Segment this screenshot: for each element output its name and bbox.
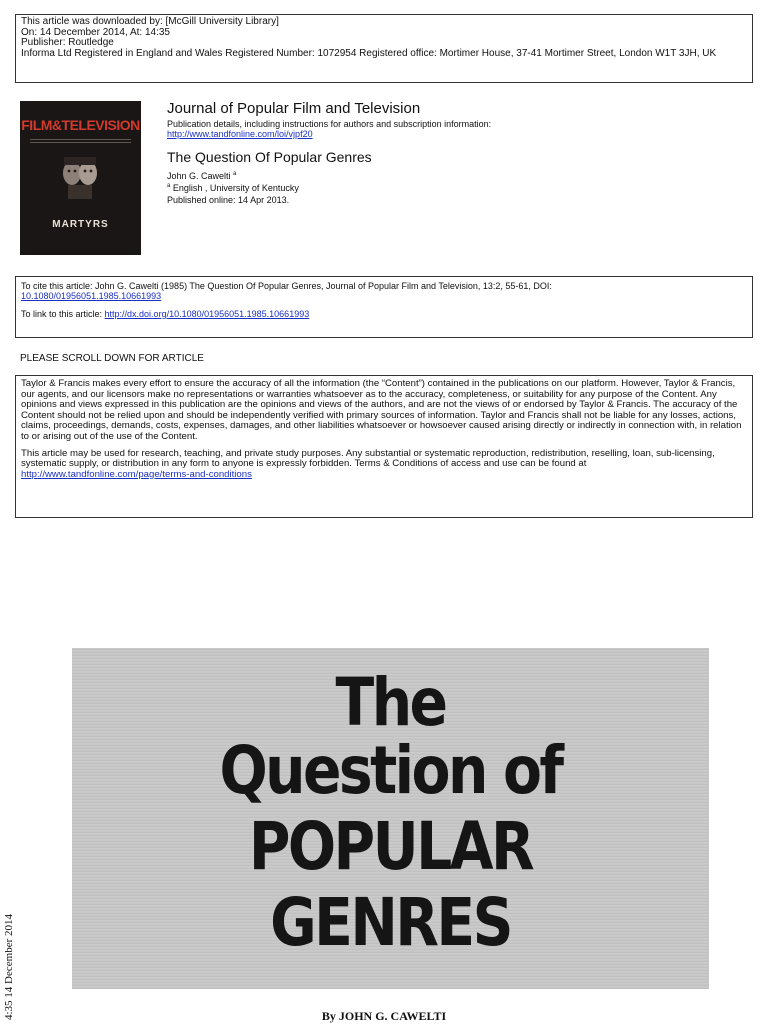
disclaimer-paragraph: Taylor & Francis makes every effort to ensure the accuracy of all the information (the “Content”) contained in the publications on our platform. However, Taylor & Francis, our agents, and our licensors make no representations or warranties whatsoever as to the accuracy, completeness, or suitability for any purpose of the Content. Any opinions and views expressed in this publication are the opinions and views of the authors, and are not the views of or endorsed by Taylor & Francis. The accuracy of the Content should not be relied upon and should be independently verified with primary sources of information. Taylor and Francis shall not be liable for any losses, actions, claims, proceedings, demands, costs, expenses, damages, and other liabilities whatsoever or howsoever caused arising directly or indirectly in connection with, in relation to or arising out of the use of the Content. [21,378,742,442]
cite-doi-link[interactable]: 10.1080/01956051.1985.10661993 [21,291,162,301]
download-notice-line: On: 14 December 2014, At: 14:35 [21,26,170,38]
download-notice-box [15,14,753,83]
download-date-stamp-text: 4:35 14 December 2014 [3,914,15,1020]
citation-box [15,276,753,338]
affiliation-text: English , University of Kentucky [170,183,299,193]
scroll-down-notice: PLEASE SCROLL DOWN FOR ARTICLE [20,353,204,364]
download-notice-line: Publisher: Routledge [21,37,114,48]
link-label: To link to this article: [21,309,105,319]
journal-cover-image[interactable] [20,101,141,255]
article-title-artwork [72,648,709,989]
download-notice-line: This article was downloaded by: [McGill University Library] [21,16,279,27]
journal-url-link[interactable]: http://www.tandfonline.com/loi/vjpf20 [167,129,313,139]
usage-paragraph [21,449,747,481]
title-art-line: The [335,664,446,741]
cover-rule [30,139,131,143]
journal-info [167,100,747,206]
title-art-line: Question of [219,732,562,809]
cover-faces-illustration [58,153,102,199]
published-date: Published online: 14 Apr 2013. [167,195,290,205]
download-notice-line: Informa Ltd Registered in England and Wales Registered Number: 1072954 Registered office: Mortimer House, 37-41 Mortimer Street, London W1T 3JH, UK [21,47,717,59]
download-date-stamp [3,905,17,1020]
title-art-line: POPULAR [248,808,533,885]
cite-paragraph [21,281,747,301]
article-doi-link[interactable]: http://dx.doi.org/10.1080/01956051.1985.10661993 [104,309,310,319]
article-byline: By JOHN G. CAWELTI [321,1009,447,1023]
usage-text: This article may be used for research, teaching, and private study purposes. Any substantial or systematic reproduction, redistribution, reselling, loan, sub-licensing, systematic supply, or distribution in any form to anyone is expressly forbidden. Terms & Conditions of access and use can be found at [21,447,715,470]
cover-feature-title: MARTYRS [52,219,109,230]
title-art-line: GENRES [270,884,511,961]
article-title: The Question Of Popular Genres [167,149,372,165]
author-affiliation [167,182,747,194]
author-name [167,170,747,182]
link-paragraph [21,309,747,319]
affiliation-marker: a [167,183,171,189]
author-affiliation-marker: a [233,171,237,177]
terms-link[interactable]: http://www.tandfonline.com/page/terms-and-conditions [21,468,252,480]
cover-masthead: FILM&TELEVISION [21,117,140,133]
journal-title: Journal of Popular Film and Television [167,100,421,117]
cite-text: To cite this article: John G. Cawelti (1985) The Question Of Popular Genres, Journal of Popular Film and Television, 13:2, 55-61, DOI: [21,281,552,291]
publication-details: Publication details, including instructions for authors and subscription information: [167,119,492,129]
disclaimer-box [15,375,753,518]
author-name-text: John G. Cawelti [167,171,231,181]
